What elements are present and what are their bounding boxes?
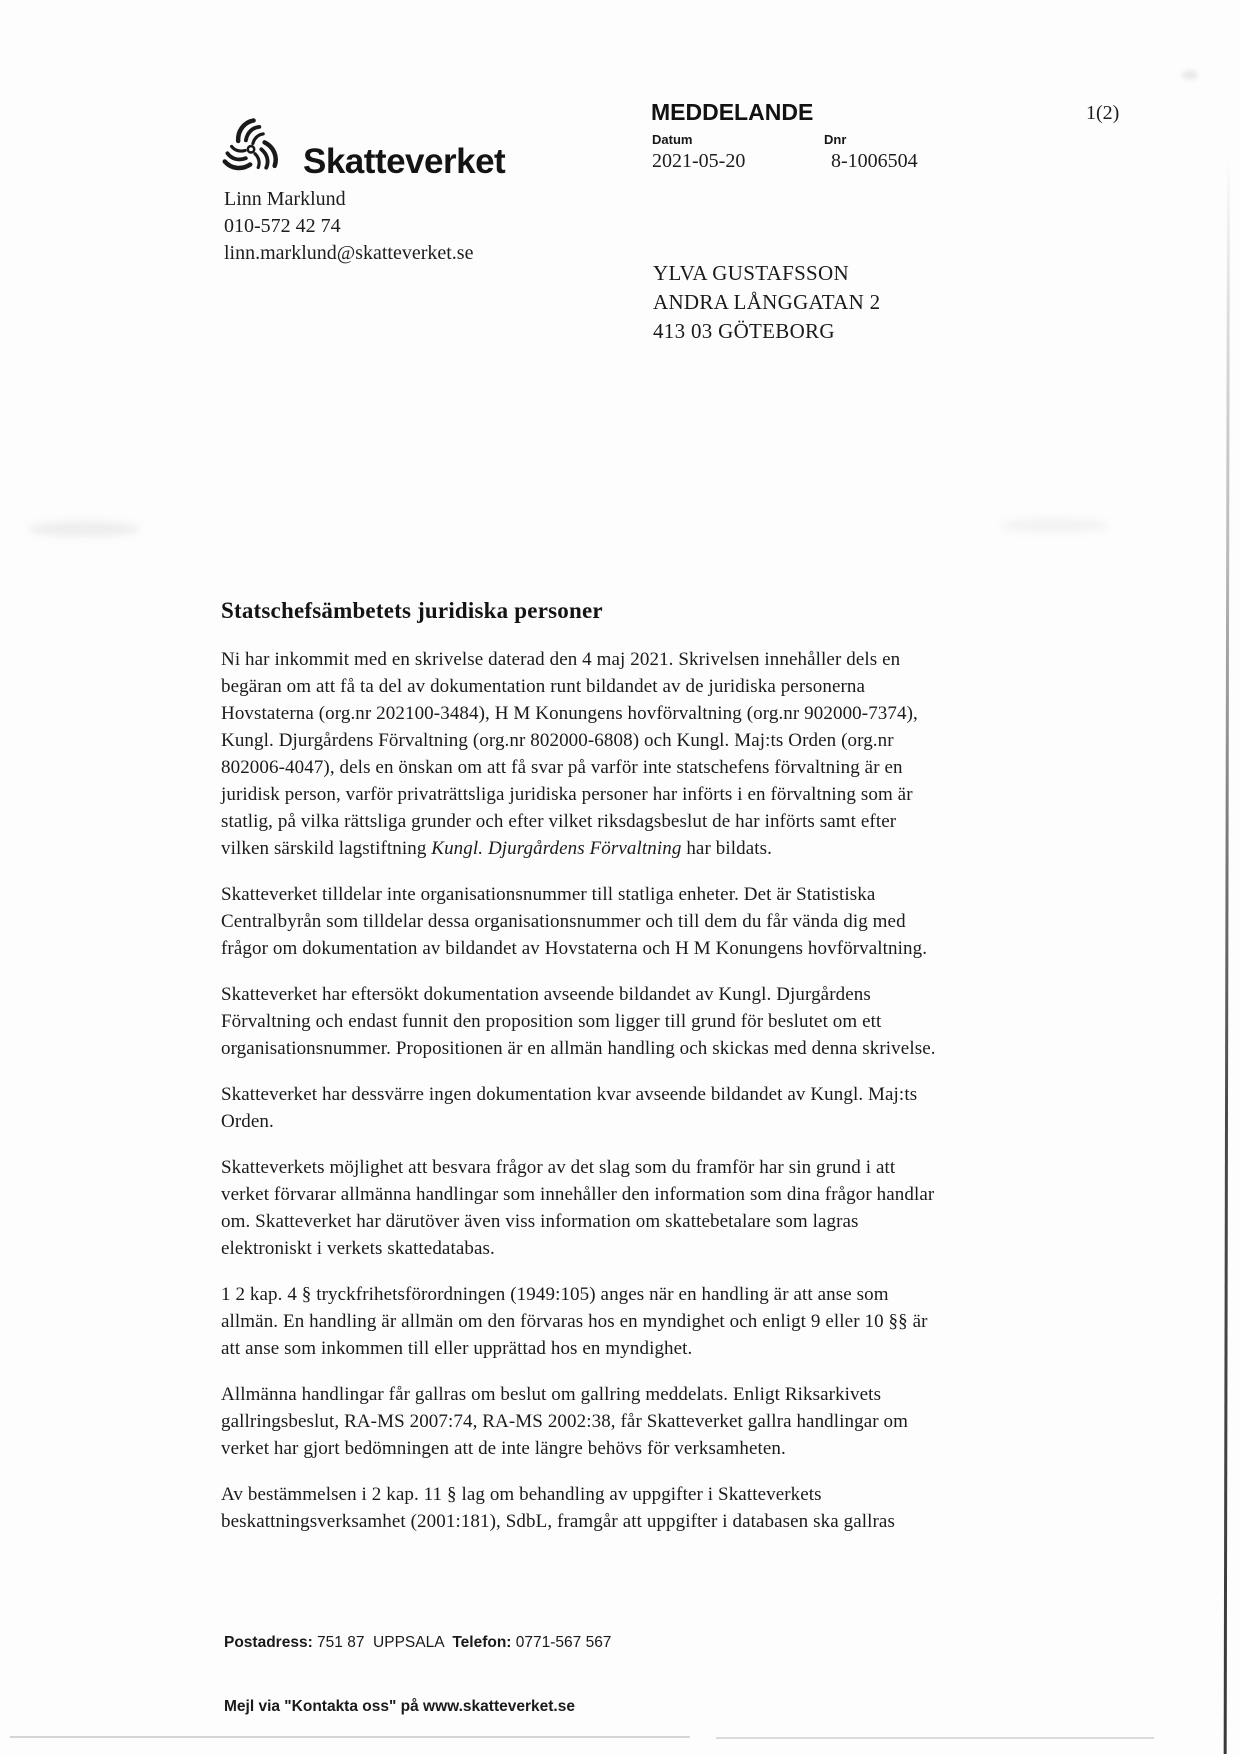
dnr-label: Dnr <box>824 132 847 147</box>
paragraph: Skatteverkets möjlighet att besvara frågor av det slag som du framför har sin grund i att verket förvarar allmänna handlingar som innehåller den information som dina frågor handlar om. Skatteverket har därutöver även viss information om skattebetalare som lagras elektroniskt i verkets skattedatabas. <box>221 1157 935 1259</box>
sender-name: Linn Marklund <box>224 188 346 210</box>
paragraph: Skatteverket tilldelar inte organisationsnummer till statliga enheter. Det är Statistiska Centralbyrån som tilldelar dessa organisationsnummer och till dem du får vända dig med frågor om dokumentation av bildandet av Hovstaterna och H M Konungens hovförvaltning. <box>221 884 928 959</box>
footer-line2: Mejl via "Kontakta oss" på www.skatteverket.se <box>224 1698 575 1715</box>
paragraph: Skatteverket har dessvärre ingen dokumentation kvar avseende bildandet av Kungl. Maj:ts Orden. <box>221 1084 918 1132</box>
paragraph: 1 2 kap. 4 § tryckfrihetsförordningen (1949:105) anges när en handling är att anse som allmän. En handling är allmän om den förvaras hos en myndighet och enligt 9 eller 10 §§ är att anse som inkommen till eller upprättad hos en myndighet. <box>221 1284 928 1359</box>
sender-phone: 010-572 42 74 <box>224 215 341 237</box>
letter-heading: Statschefsämbetets juridiska personer <box>221 598 603 623</box>
date-label: Datum <box>652 132 693 147</box>
recipient-line: YLVA GUSTAFSSON <box>653 261 849 285</box>
recipient-address <box>653 259 880 346</box>
paragraph: Allmänna handlingar får gallras om beslut om gallring meddelats. Enligt Riksarkivets gallringsbeslut, RA-MS 2007:74, RA-MS 2002:38, får Skatteverket gallra handlingar om verket har gjort bedömningen att de inte längre behövs för verksamheten. <box>221 1384 909 1459</box>
recipient-line: ANDRA LÅNGGATAN 2 <box>653 290 881 314</box>
paragraph: Ni har inkommit med en skrivelse daterad den 4 maj 2021. Skrivelsen innehåller dels en begäran om att få ta del av dokumentation runt bildandet av de juridiska personerna Hovstaterna (org.nr 202100-3484), H M Konungens hovförvaltning (org.nr 902000-7374), Kungl. Djurgårdens Förvaltning (org.nr 802000-6808) och Kungl. Maj:ts Orden (org.nr 802006-4047), dels en önskan om att få svar på varför inte statschefens förvaltning är en juridisk person, varför privaträttsliga juridiska personer har införts i en förvaltning som är statlig, på vilka rättsliga grunder och efter vilket riksdagsbeslut de har införts samt efter vilken särskild lagstiftning Kungl. Djurgårdens Förvaltning har bildats. <box>221 649 918 859</box>
page-number: 1(2) <box>1086 102 1120 124</box>
recipient-line: 413 03 GÖTEBORG <box>653 319 835 343</box>
paragraph: Skatteverket har eftersökt dokumentation avseende bildandet av Kungl. Djurgårdens Förvaltning och endast funnit den proposition som ligger till grund för beslutet om ett organisationsnummer. Propositionen är en allmän handling och skickas med denna skrivelse. <box>221 984 936 1059</box>
skatteverket-wordmark: Skatteverket <box>303 142 506 181</box>
scan-smudge-top-right <box>1182 70 1198 80</box>
letter-body <box>221 646 1061 1554</box>
scan-smudge-left <box>28 521 140 537</box>
scan-artifact-bottom-line-left <box>10 1736 690 1738</box>
document-type-label: MEDDELANDE <box>651 99 814 125</box>
sender-email: linn.marklund@skatteverket.se <box>224 242 474 264</box>
footer-line1: Postadress: 751 87 UPPSALA Telefon: 0771-567 567 <box>224 1634 612 1651</box>
skatteverket-logo-icon <box>219 111 283 185</box>
dnr-value: 8-1006504 <box>831 150 918 172</box>
footer <box>224 1593 611 1754</box>
date-value: 2021-05-20 <box>652 150 746 172</box>
sender-contact-block <box>224 186 473 267</box>
paragraph: Av bestämmelsen i 2 kap. 11 § lag om behandling av uppgifter i Skatteverkets beskattningsverksamhet (2001:181), SdbL, framgår att uppgifter i databasen ska gallras <box>221 1484 895 1532</box>
scan-smudge-right <box>1000 518 1110 533</box>
scan-artifact-bottom-line-right <box>716 1737 1154 1739</box>
scan-artifact-vertical-line <box>1224 158 1230 1754</box>
